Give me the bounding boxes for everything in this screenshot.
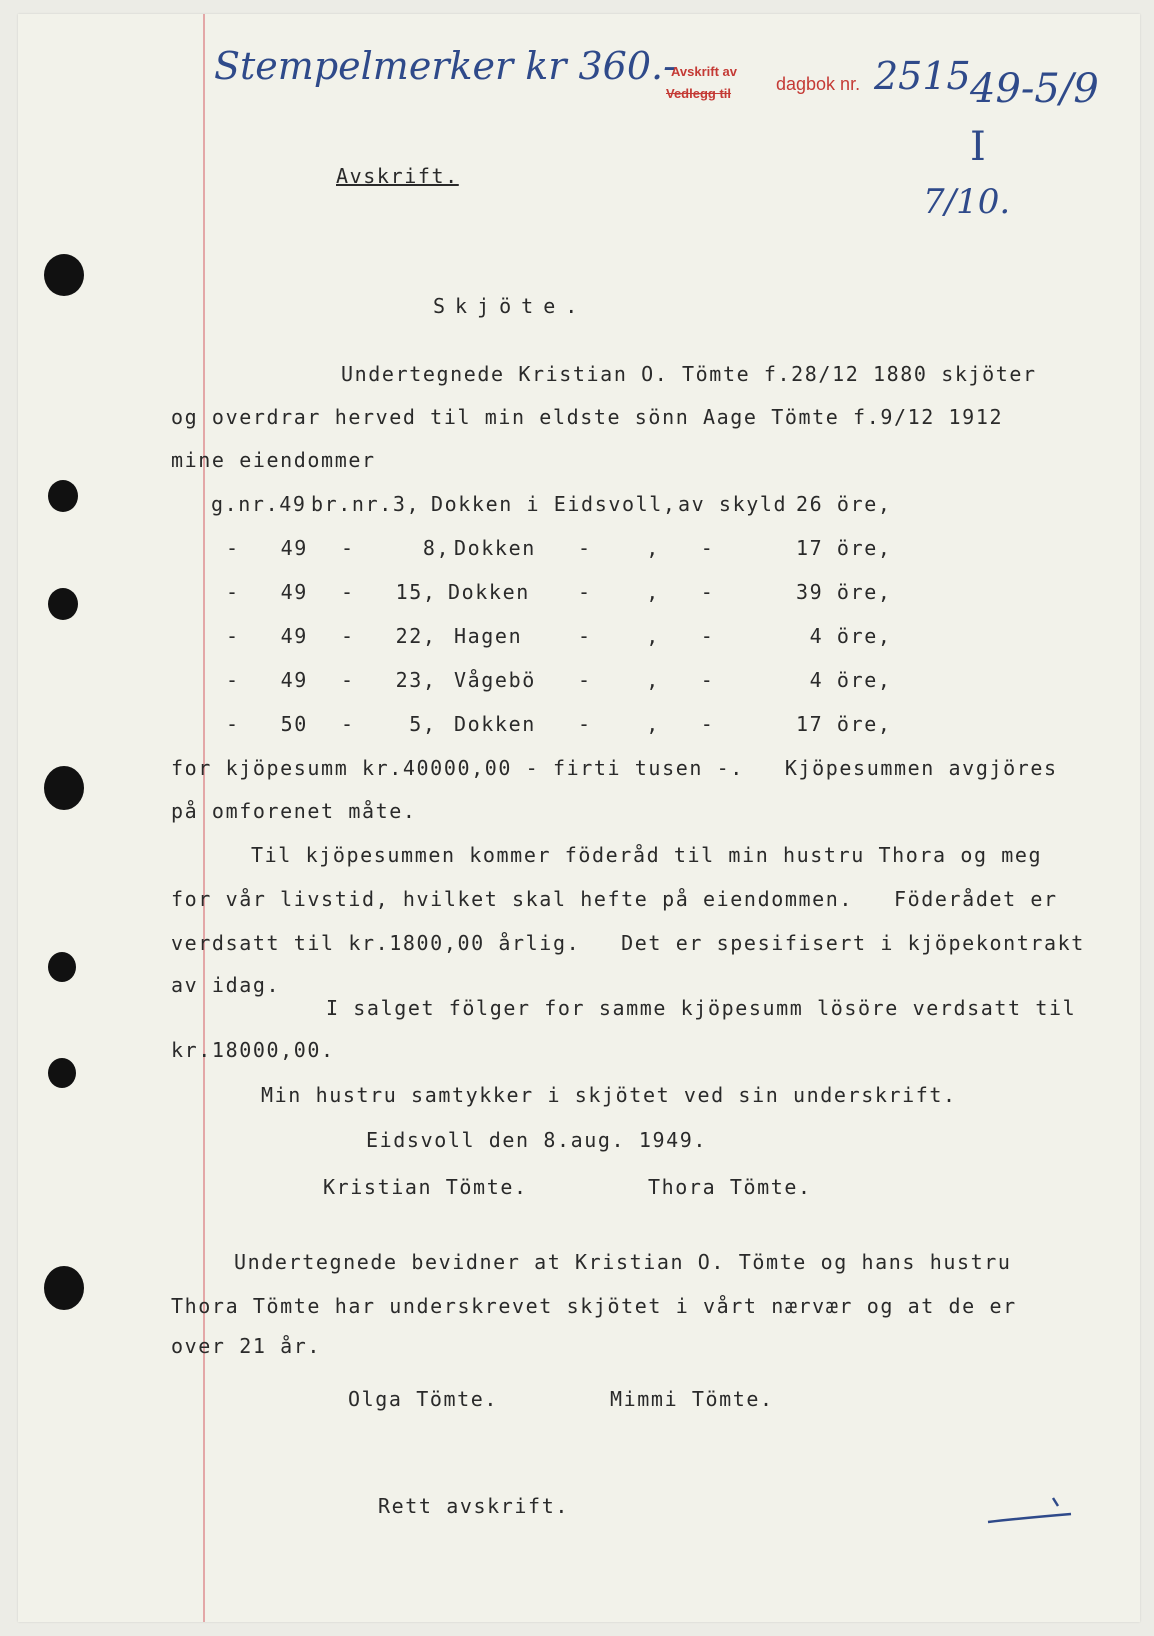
handwritten-tick-mark [983, 1494, 1083, 1534]
foderaad-line-4: av idag. [171, 973, 281, 997]
property-gnr: - 49 [226, 580, 308, 604]
place-date: Eidsvoll den 8.aug. 1949. [366, 1128, 708, 1152]
property-name: Hagen [454, 624, 523, 648]
property-name: Vågebö [454, 668, 536, 692]
property-bnr: - 15, [341, 580, 437, 604]
property-skyld: - , - [578, 624, 715, 648]
signature-thora: Thora Tömte. [648, 1175, 812, 1199]
property-ore: 17 öre, [796, 536, 892, 560]
dagbok-number: 2515 [874, 54, 971, 98]
rett-avskrift: Rett avskrift. [378, 1494, 569, 1518]
witness-signature-mimmi: Mimmi Tömte. [610, 1387, 774, 1411]
property-ore: 26 öre, [796, 492, 892, 516]
property-bnr: - 23, [341, 668, 437, 692]
property-name: Dokken [454, 536, 536, 560]
intro-line-2: og overdrar herved til min eldste sönn Aage Tömte f.9/12 1912 [171, 405, 1004, 429]
witness-line-1: Undertegnede bevidner at Kristian O. Tömte og hans hustru [234, 1250, 1012, 1274]
punch-hole [48, 588, 78, 620]
property-gnr: - 49 [226, 536, 308, 560]
foderaad-line-3: verdsatt til kr.1800,00 årlig. Det er spesifisert i kjöpekontrakt [171, 931, 1085, 955]
property-gnr: - 49 [226, 624, 308, 648]
property-bnr: - 8, [341, 536, 451, 560]
handwritten-fraction: 7/10. [923, 182, 1011, 222]
punch-hole [48, 1058, 76, 1088]
property-gnr: - 49 [226, 668, 308, 692]
property-bnr: - 22, [341, 624, 437, 648]
dagbok-date: 49-5/9 [970, 66, 1099, 112]
property-bnr: - 5, [341, 712, 437, 736]
punch-hole [48, 480, 78, 512]
witness-signature-olga: Olga Tömte. [348, 1387, 499, 1411]
property-skyld: - , - [578, 668, 715, 692]
foderaad-line-1: Til kjöpesummen kommer föderåd til min hustru Thora og meg [251, 843, 1043, 867]
losore-line-1: I salget fölger for samme kjöpesumm lösöre verdsatt til [326, 996, 1077, 1020]
signature-kristian: Kristian Tömte. [323, 1175, 528, 1199]
property-ore: 4 öre, [796, 668, 892, 692]
property-ore: 4 öre, [796, 624, 892, 648]
avskrift-label: Avskrift. [336, 164, 459, 188]
handwritten-stamp-note: Stempelmerker kr 360.- [214, 44, 676, 88]
witness-line-2: Thora Tömte har underskrevet skjötet i vårt nærvær og at de er [171, 1294, 1017, 1318]
stamp-line-1: Avskrift av [671, 64, 737, 79]
property-name: Dokken [454, 712, 536, 736]
handwritten-mark: I [970, 124, 986, 170]
property-skyld: - , - [578, 712, 715, 736]
property-skyld: av skyld [678, 492, 788, 516]
property-name: Dokken i Eidsvoll, [431, 492, 677, 516]
punch-hole [48, 952, 76, 982]
price-line-1: for kjöpesumm kr.40000,00 - firti tusen -. Kjöpesummen avgjöres [171, 756, 1058, 780]
punch-hole [44, 1266, 84, 1310]
intro-line-3: mine eiendommer [171, 448, 376, 472]
consent-line: Min hustru samtykker i skjötet ved sin underskrift. [261, 1083, 957, 1107]
property-ore: 17 öre, [796, 712, 892, 736]
punch-hole [44, 254, 84, 296]
property-ore: 39 öre, [796, 580, 892, 604]
price-line-2: på omforenet måte. [171, 799, 417, 823]
stamp-line-2: Vedlegg til [666, 86, 732, 101]
property-bnr: br.nr.3, [311, 492, 421, 516]
losore-line-2: kr.18000,00. [171, 1038, 335, 1062]
witness-line-3: over 21 år. [171, 1334, 322, 1358]
document-page [18, 14, 1140, 1622]
property-skyld: - , - [578, 580, 715, 604]
property-name: Dokken [448, 580, 530, 604]
punch-hole [44, 766, 84, 810]
property-gnr: g.nr.49 [211, 492, 307, 516]
property-gnr: - 50 [226, 712, 308, 736]
property-skyld: - , - [578, 536, 715, 560]
intro-line-1: Undertegnede Kristian O. Tömte f.28/12 1880 skjöter [341, 362, 1037, 386]
dagbok-label: dagbok nr. [776, 74, 861, 94]
foderaad-line-2: for vår livstid, hvilket skal hefte på eiendommen. Föderådet er [171, 887, 1058, 911]
document-title: Skjöte. [433, 294, 588, 318]
